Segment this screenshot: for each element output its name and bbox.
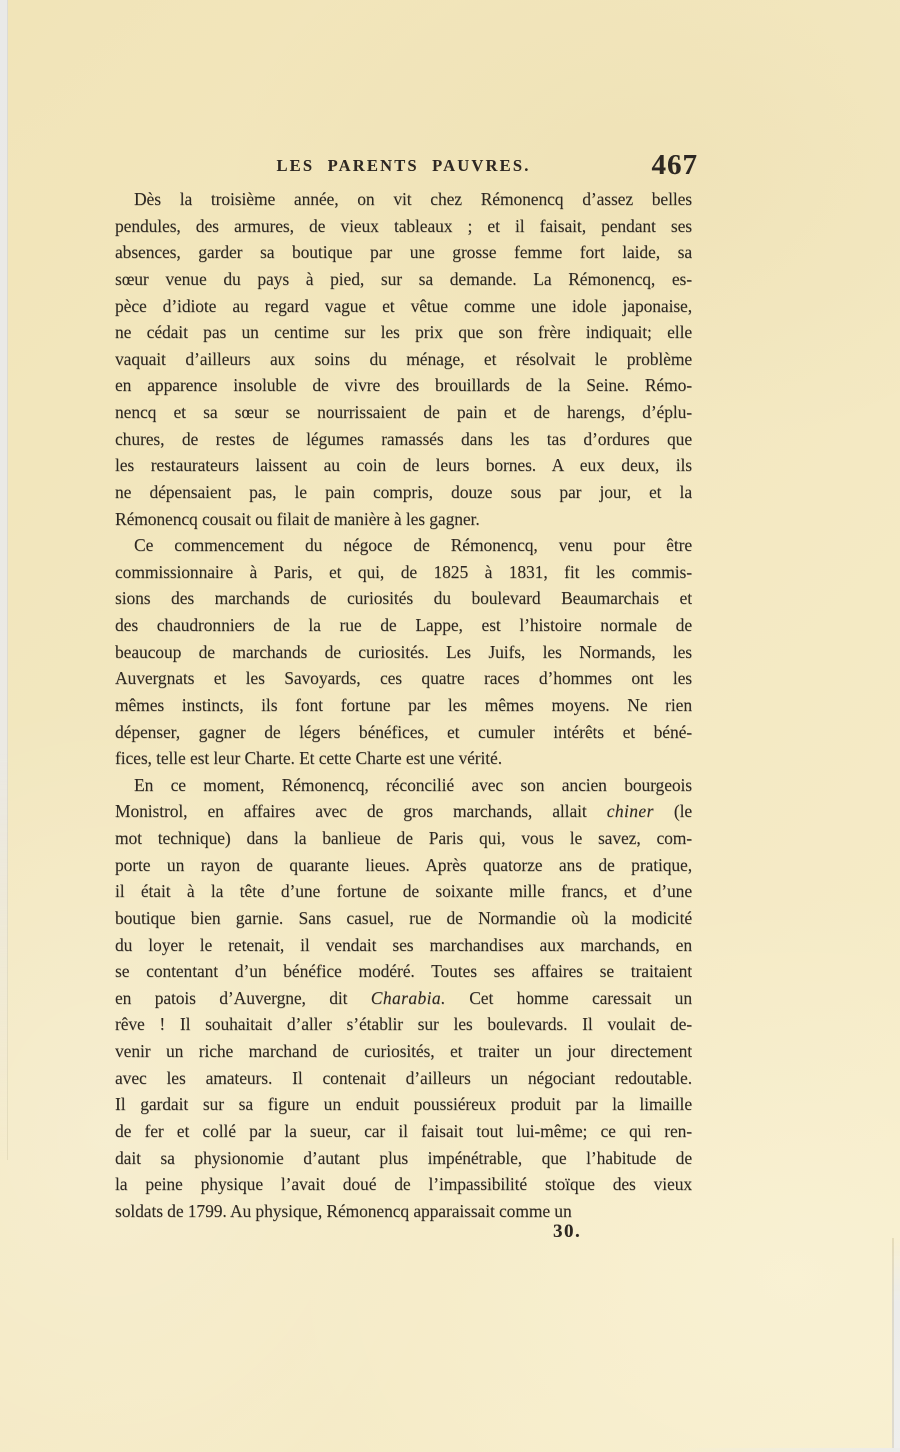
text-line: chures, de restes de légumes ramassés dans les tas d’ordures que [115,428,692,449]
text-line: Dès la troisième année, on vit chez Rémonencq d’assez belles [134,189,692,209]
text-line: mot technique) dans la banlieue de Paris qui, vous le savez, com- [115,828,692,848]
text-line: fices, telle est leur Charte. Et cette Charte est une vérité. [115,748,502,769]
signature-mark: 30. [553,1221,582,1242]
text-line: vaquait d’ailleurs aux soins du ménage, et résolvait le problème [115,348,692,369]
text-line: sœur venue du pays à pied, sur sa demande. La Rémonencq, es- [115,268,692,289]
text-line: dépenser, gagner de légers bénéfices, et cumuler intérêts et béné- [115,721,692,742]
text-line: avec les amateurs. Il contenait d’ailleurs un négociant redoutable. [115,1067,692,1088]
text-line: pendules, des armures, de vieux tableaux ; et il faisait, pendant ses [115,215,692,236]
text-line: venir un riche marchand de curiosités, et traiter un jour directement [115,1041,692,1061]
text-line: nencq et sa sœur se nourrissaient de pain et de harengs, d’éplu- [115,402,692,422]
text-line: se contentant d’un bénéfice modéré. Toutes ses affaires se traitaient [115,961,692,982]
text-line: beaucoup de marchands de curiosités. Les Juifs, les Normands, les [115,641,692,662]
paragraph [115,532,692,772]
running-head-title: LES PARENTS PAUVRES. [276,156,531,175]
text-line: du loyer le retenait, il vendait ses marchandises aux marchands, en [115,934,692,955]
text-line: Il gardait sur sa figure un enduit poussiéreux produit par la limaille [115,1094,692,1115]
text-line: pèce d’idiote au regard vague et vêtue comme une idole japonaise, [115,295,692,316]
text-line: Rémonencq cousait ou filait de manière à les gagner. [115,508,480,529]
text-line: de fer et collé par la sueur, car il faisait tout lui-même; ce qui ren- [115,1120,692,1141]
text-line: la peine physique l’avait doué de l’impassibilité stoïque des vieux [115,1174,692,1195]
text-line: absences, garder sa boutique par une grosse femme fort laide, sa [115,242,692,263]
text-line: Auvergnats et les Savoyards, ces quatre races d’hommes ont les [115,668,692,689]
text-line: commissionnaire à Paris, et qui, de 1825 à 1831, fit les commis- [115,561,692,582]
text-line: des chaudronniers de la rue de Lappe, est l’histoire normale de [115,615,692,635]
text-line: porte un rayon de quarante lieues. Après quatorze ans de pratique, [115,854,692,875]
text-line: En ce moment, Rémonencq, réconcilié avec son ancien bourgeois [134,774,692,795]
text-line: ne dépensaient pas, le pain compris, douze sous par jour, et la [115,481,692,502]
paragraph [115,772,692,1225]
text-line: sions des marchands de curiosités du boulevard Beaumarchais et [115,588,692,609]
running-header [115,149,698,181]
scan-edge-left [0,0,8,1160]
text-line: soldats de 1799. Au physique, Rémonencq apparaissait comme un [115,1200,572,1221]
text-line: en patois d’Auvergne, dit Charabia. Cet homme caressait un [115,987,692,1008]
text-block [115,186,692,1224]
text-line: ne cédait pas un centime sur les prix que son frère indiquait; elle [115,322,692,343]
text-line: dait sa physionomie d’autant plus impénétrable, que l’habitude de [115,1147,692,1168]
text-line: mêmes instincts, ils font fortune par les mêmes moyens. Ne rien [115,694,692,715]
text-line: il était à la tête d’une fortune de soixante mille francs, et d’une [115,881,692,902]
paragraph [115,186,692,532]
text-line: rêve ! Il souhaitait d’aller s’établir sur les boulevards. Il voulait de- [115,1014,692,1035]
text-line: en apparence insoluble de vivre des brouillards de la Seine. Rémo- [115,375,692,396]
page-number: 467 [651,149,698,181]
scan-edge-bottom [680,1448,900,1452]
text-line: Monistrol, en affaires avec de gros marchands, allait chiner (le [115,801,692,822]
text-line: boutique bien garnie. Sans casuel, rue de Normandie où la modicité [115,907,692,928]
text-line: Ce commencement du négoce de Rémonencq, venu pour être [134,535,692,556]
scan-edge-right [892,1238,900,1452]
text-line: les restaurateurs laissent au coin de leurs bornes. A eux deux, ils [115,455,692,476]
